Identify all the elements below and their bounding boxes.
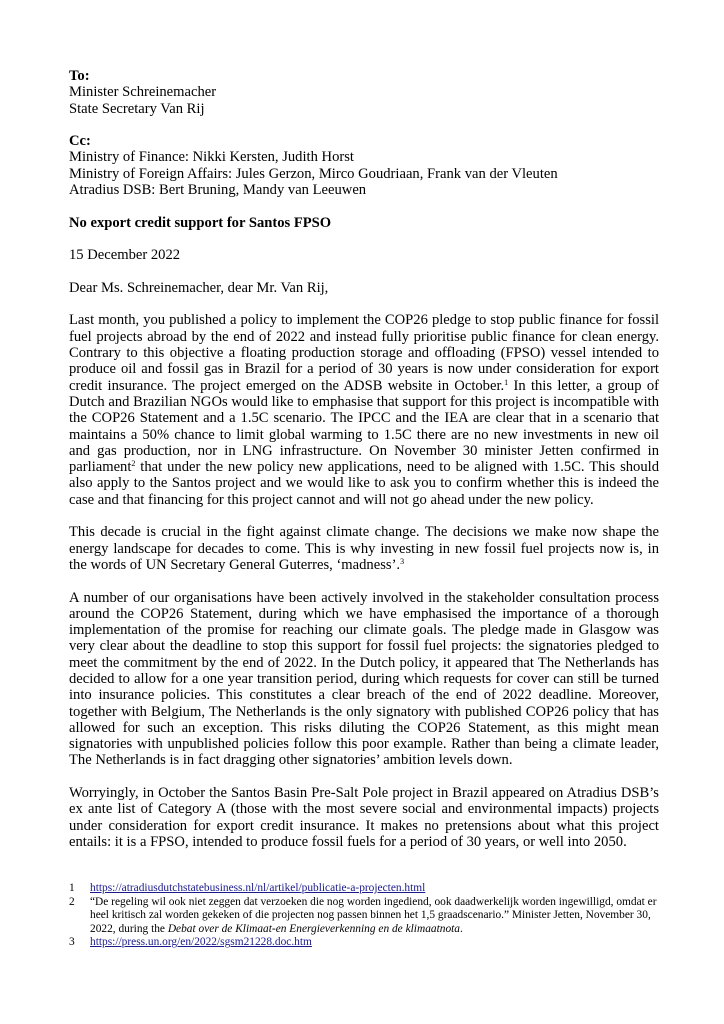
- footnote-link[interactable]: https://atradiusdutchstatebusiness.nl/nl/artikel/publicatie-a-projecten.html: [90, 882, 426, 894]
- footnote-ref[interactable]: 2: [131, 459, 136, 469]
- paragraph-2: [69, 524, 659, 573]
- footnote: [69, 896, 659, 937]
- footnote-ref[interactable]: 1: [504, 377, 509, 387]
- cc-recipient: Ministry of Foreign Affairs: Jules Gerzon, Mirco Goudriaan, Frank van der Vleuten: [69, 165, 558, 182]
- footnote-number: 2: [69, 895, 75, 908]
- paragraph-4: Worryingly, in October the Santos Basin Pre-Salt Pole project in Brazil appeared on Atradius DSB’s ex ante list of Category A (those with the most severe social and environmental impacts) projects under consideration for export credit insurance. It makes no pretensions about what this project entails: it is a FPSO, intended to produce fossil fuels for a period of 30 years, or well into 2050.: [69, 785, 659, 850]
- paragraph-3: A number of our organisations have been actively involved in the stakeholder consultation process around the COP26 Statement, during which we have emphasised the importance of a thorough implementation of the promise for reaching our climate goals. The pledge made in Glasgow was very clear about the deadline to stop this support for fossil fuel projects: the signatories pledged to meet the commitment by the end of 2022. In the Dutch policy, it appeared that The Netherlands has decided to allow for a one year transition period, during which requests for cover can still be turned into insurance policies. This constitutes a clear breach of the end of 2022 deadline. Moreover, together with Belgium, The Netherlands is the only signatory with published COP26 policy that has allowed for such an exception. This risks diluting the COP26 Statement, as this might mean signatories with unpublished policies follow this poor example. Rather than being a climate leader, The Netherlands is in fact dragging other signatories’ ambition levels down.: [69, 589, 659, 769]
- footnote: [69, 936, 659, 950]
- to-recipient: Minister Schreinemacher: [69, 84, 217, 101]
- cc-heading: Cc:: [69, 133, 91, 150]
- paragraph-text: This decade is crucial in the fight against climate change. The decisions we make now shape the energy landscape for decades to come. This is why investing in new fossil fuel projects now is, in the words of UN Secretary General Guterres, ‘madness’.: [69, 524, 659, 573]
- cc-recipient: Ministry of Finance: Nikki Kersten, Judith Horst: [69, 149, 354, 166]
- footnote-number: 1: [69, 882, 75, 894]
- salutation: Dear Ms. Schreinemacher, dear Mr. Van Rij,: [69, 279, 329, 296]
- footnote-italic: Debat over de Klimaat-en Energieverkenning en de klimaatnota: [167, 922, 460, 935]
- footnote: [69, 882, 659, 896]
- to-recipient: State Secretary Van Rij: [69, 100, 205, 117]
- letter-date: 15 December 2022: [69, 247, 181, 264]
- letter-body: [69, 68, 659, 867]
- paragraph-text: Last month, you published a policy to implement the COP26 pledge to stop public finance for fossil fuel projects abroad by the end of 2022 and instead fully prioritise public finance for clean energy. Contrary to this objective a floating production storage and offloading (FPSO) vessel intended to produce oil and fossil gas in Brazil for a period of 30 years is now under consideration for export credit insurance. The project emerged on the ADSB website in October.: [69, 312, 659, 394]
- footnote-number: 3: [69, 936, 75, 949]
- paragraph-text: that under the new policy new applications, need to be aligned with 1.5C. This should also apply to the Santos project and we would like to ask you to confirm whether this is indeed the case and that financing for this project cannot and will not go ahead under the new policy.: [69, 459, 659, 508]
- to-section: [69, 68, 659, 117]
- cc-recipient: Atradius DSB: Bert Bruning, Mandy van Leeuwen: [69, 182, 367, 199]
- footnote-ref[interactable]: 3: [400, 556, 405, 566]
- footnote-text: “De regeling wil ook niet zeggen dat verzoeken die nog worden ingediend, ook daadwerkelijk worden ingewilligd, omdat er heel kritisch zal worden gekeken of die projecten nog passen binnen het 1,5 graadscenario.” Minister Jetten, November 30, 2022, during the Debat over de Klimaat-en Energieverkenning en de klimaatnota.: [90, 895, 657, 935]
- to-heading: To:: [69, 68, 90, 84]
- subject-line: No export credit support for Santos FPSO: [69, 214, 332, 231]
- footnote-link[interactable]: https://press.un.org/en/2022/sgsm21228.doc.htm: [90, 936, 312, 949]
- paragraph-1: [69, 312, 659, 508]
- footnotes: [69, 882, 659, 950]
- paragraph-text: In this letter, a group of Dutch and Brazilian NGOs would like to emphasise that support for this project is incompatible with the COP26 Statement and a 1.5C scenario. The IPCC and the IEA are clear that in a scenario that maintains a 50% chance to limit global warming to 1.5C there are no new investments in new oil and gas production, nor in LNG infrastructure. On November 30 minister Jetten confirmed in parliament: [69, 377, 659, 476]
- cc-section: [69, 133, 659, 198]
